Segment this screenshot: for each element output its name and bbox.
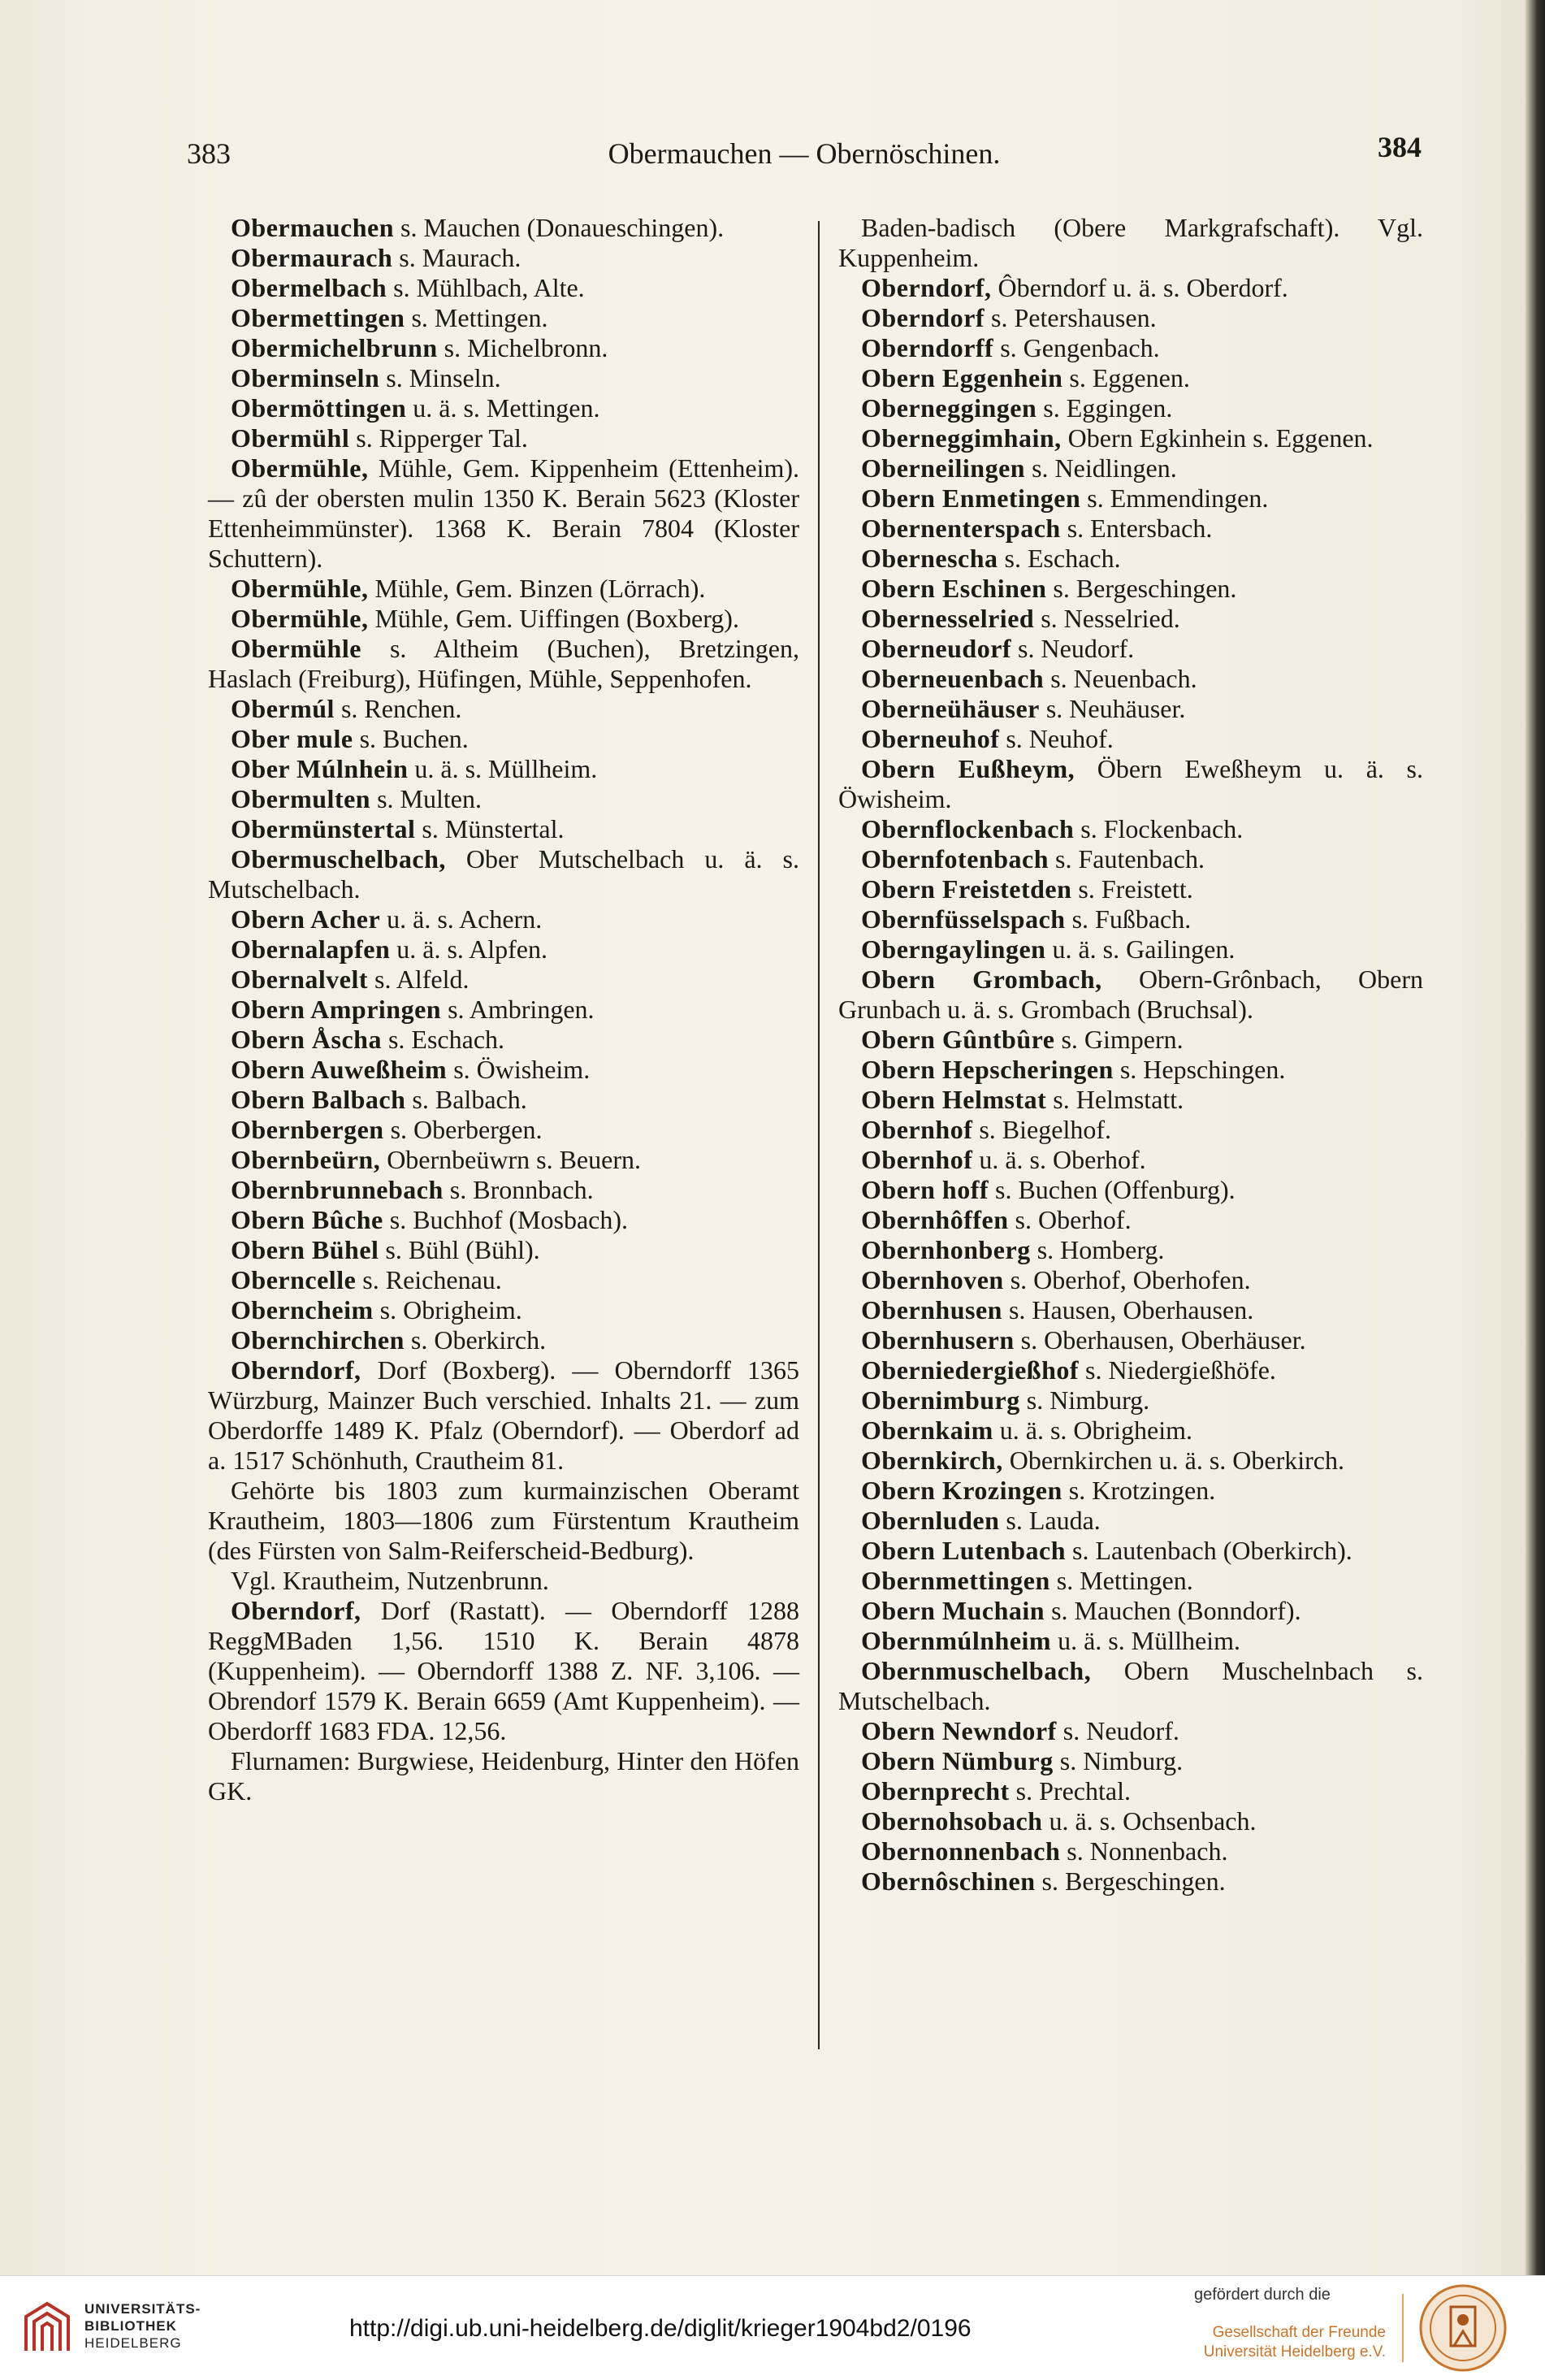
entry-headword: Obermühle, (231, 604, 369, 633)
entry-headword: Obernfüsselspach (861, 904, 1066, 934)
right-column-entry (838, 1325, 1423, 1355)
footer-divider (1402, 2294, 1404, 2362)
society-name-line-2: Universität Heidelberg e.V. (1203, 2343, 1386, 2360)
entry-text: u. ä. s. Mettingen. (406, 393, 600, 423)
right-column-entry (838, 664, 1423, 694)
entry-text: s. Buchen (Offenburg). (989, 1175, 1236, 1204)
entry-text: s. Bergeschingen. (1046, 574, 1237, 603)
right-column-entry (838, 1806, 1423, 1836)
right-column (838, 213, 1423, 1897)
left-column-entry (208, 754, 799, 784)
entry-headword: Obern Eschinen (861, 574, 1047, 603)
entry-text: s. Michelbronn. (437, 333, 608, 362)
left-column-entry (208, 934, 799, 965)
right-column-entry (838, 1866, 1423, 1897)
right-column-entry (838, 934, 1423, 965)
entry-text: s. Renchen. (334, 694, 462, 723)
entry-text: Obern Egkinhein s. Eggenen. (1061, 423, 1374, 453)
entry-headword: Obernimburg (861, 1385, 1020, 1415)
entry-text: Öbern Eweßheym u. ä. s. Öwisheim. (838, 754, 1423, 813)
entry-text: s. Nimburg. (1019, 1385, 1150, 1415)
entry-headword: Obermichelbrunn (231, 333, 438, 362)
entry-text: s. Öwisheim. (447, 1055, 591, 1084)
right-column-entry (838, 724, 1423, 754)
left-column-entry (208, 904, 799, 934)
entry-headword: Obernflockenbach (861, 814, 1075, 843)
entry-text: s. Multen. (370, 784, 482, 813)
entry-text: s. Balbach. (405, 1085, 527, 1114)
right-column-entry (838, 1085, 1423, 1115)
entry-text: Obern-Grônbach, Obern Grunbach u. ä. s. Grombach (Bruchsal). (838, 965, 1424, 1024)
entry-headword: Obern Balbach (231, 1085, 406, 1114)
entry-headword: Oberneggingen (861, 393, 1037, 423)
right-column-entry (838, 844, 1423, 874)
society-name (1199, 2323, 1386, 2362)
entry-headword: Obern Newndorf (861, 1716, 1057, 1745)
entry-text: s. Bühl (Bühl). (379, 1235, 540, 1264)
entry-text: s. Neudorf. (1056, 1716, 1179, 1745)
entry-headword: Obernalapfen (231, 934, 391, 964)
entry-text: s. Maurach. (392, 243, 521, 272)
entry-headword: Obermühle, (231, 453, 369, 483)
page-header (187, 130, 1422, 179)
entry-text: s. Nesselried. (1034, 604, 1180, 633)
left-column-entry (208, 604, 799, 634)
entry-headword: Oberneuhof (861, 724, 1000, 753)
entry-text: s. Biegelhof. (972, 1115, 1111, 1144)
entry-text: s. Ripperger Tal. (349, 423, 528, 453)
entry-text: s. Ambringen. (441, 995, 595, 1024)
entry-text: s. Eschach. (381, 1025, 505, 1054)
entry-headword: Obermöttingen (231, 393, 407, 423)
entry-headword: Obermünstertal (231, 814, 416, 843)
running-title: Obermauchen — Obernöschinen. (608, 137, 1001, 170)
entry-text: s. Emmendingen. (1080, 483, 1269, 513)
left-column (208, 213, 799, 1806)
left-column-entry (208, 1265, 799, 1295)
permalink-url[interactable]: http://digi.ub.uni-heidelberg.de/diglit/krieger1904bd2/0196 (349, 2315, 972, 2342)
entry-headword: Obern Lutenbach (861, 1536, 1066, 1565)
entry-headword: Obermaurach (231, 243, 393, 272)
entry-text: s. Lautenbach (Oberkirch). (1065, 1536, 1352, 1565)
right-column-entry (838, 1656, 1423, 1716)
entry-text: s. Bergeschingen. (1035, 1866, 1226, 1896)
entry-headword: Obernmuschelbach, (861, 1656, 1092, 1685)
entry-text: s. Münstertal. (415, 814, 565, 843)
left-column-entry (208, 1566, 799, 1596)
entry-text: s. Mauchen (Bonndorf). (1045, 1596, 1301, 1625)
right-column-entry (838, 393, 1423, 423)
entry-text: s. Entersbach. (1060, 514, 1213, 543)
library-name-line-3: HEIDELBERG (84, 2335, 182, 2351)
entry-headword: Obern Auweßheim (231, 1055, 448, 1084)
library-name-line-1: UNIVERSITÄTS- (84, 2301, 201, 2317)
entry-text: s. Oberbergen. (383, 1115, 543, 1144)
left-column-entry (208, 1325, 799, 1355)
library-name-line-2: BIBLIOTHEK (84, 2318, 177, 2334)
entry-headword: Obern Helmstat (861, 1085, 1047, 1114)
entry-text: Vgl. Krautheim, Nutzenbrunn. (231, 1566, 549, 1595)
entry-text: s. Oberkirch. (404, 1325, 547, 1355)
right-column-entry (838, 303, 1423, 333)
right-column-entry (838, 1716, 1423, 1746)
entry-headword: Oberneudorf (861, 634, 1012, 663)
left-column-entry (208, 1085, 799, 1115)
left-column-entry (208, 1025, 799, 1055)
entry-text: s. Fußbach. (1065, 904, 1192, 934)
entry-text: Gehörte bis 1803 zum kurmainzischen Oberamt Krautheim, 1803—1806 zum Fürstentum Krautheim (des Fürsten von Salm-Reiferscheid-Bedburg). (208, 1476, 799, 1565)
right-column-entry (838, 1175, 1423, 1205)
entry-text: s. Obrigheim. (373, 1295, 522, 1324)
right-column-entry (838, 1025, 1423, 1055)
entry-text: s. Mettingen. (405, 303, 548, 332)
entry-text: s. Gimpern. (1054, 1025, 1184, 1054)
entry-headword: Obern Muchain (861, 1596, 1045, 1625)
left-column-entry (208, 393, 799, 423)
entry-headword: Obernkaim (861, 1415, 993, 1445)
left-column-entry (208, 1355, 799, 1476)
entry-headword: Obernhôffen (861, 1205, 1009, 1234)
entry-headword: Obermühle (231, 634, 361, 663)
entry-headword: Obern Acher (231, 904, 381, 934)
entry-headword: Obermettingen (231, 303, 405, 332)
entry-text: u. ä. s. Achern. (380, 904, 543, 934)
entry-headword: Obernmettingen (861, 1566, 1050, 1595)
entry-text: s. Neuhof. (999, 724, 1114, 753)
entry-headword: Obern Grombach, (861, 965, 1102, 994)
entry-text: s. Eggingen. (1036, 393, 1173, 423)
left-column-entry (208, 694, 799, 724)
entry-text: Obern Muschelnbach s. Mutschelbach. (838, 1656, 1423, 1715)
entry-headword: Obernmúlnheim (861, 1626, 1052, 1655)
right-column-entry (838, 1385, 1423, 1415)
right-column-entry (838, 1446, 1423, 1476)
entry-text: s. Bronnbach. (443, 1175, 594, 1204)
right-column-entry (838, 1566, 1423, 1596)
entry-text: s. Lauda. (999, 1506, 1101, 1535)
entry-text: s. Hepschingen. (1113, 1055, 1286, 1084)
entry-headword: Obern Hepscheringen (861, 1055, 1114, 1084)
entry-headword: Obernbeürn, (231, 1145, 381, 1174)
entry-text: s. Helmstatt. (1046, 1085, 1184, 1114)
entry-text: s. Eschach. (998, 544, 1121, 573)
right-column-entry (838, 1836, 1423, 1866)
entry-headword: Obernhusern (861, 1325, 1015, 1355)
entry-headword: Oberneilingen (861, 453, 1026, 483)
left-column-entry (208, 453, 799, 574)
right-column-entry (838, 1145, 1423, 1175)
left-column-entry (208, 423, 799, 453)
left-column-entry (208, 724, 799, 754)
right-column-entry (838, 453, 1423, 483)
entry-headword: Oberndorf, (231, 1596, 361, 1625)
entry-text: s. Oberhausen, Oberhäuser. (1014, 1325, 1306, 1355)
entry-headword: Obern Krozingen (861, 1476, 1062, 1505)
entry-headword: Oberndorf, (861, 273, 992, 302)
entry-headword: Obernbrunnebach (231, 1175, 444, 1204)
entry-text: s. Oberhof. (1008, 1205, 1132, 1234)
entry-text: u. ä. s. Obrigheim. (993, 1415, 1193, 1445)
entry-headword: Obern Eggenhein (861, 363, 1063, 392)
entry-text: u. ä. s. Gailingen. (1045, 934, 1236, 964)
entry-headword: Obernhof (861, 1145, 973, 1174)
right-column-entry (838, 634, 1423, 664)
entry-headword: Oberniedergießhof (861, 1355, 1080, 1385)
entry-headword: Obernohsobach (861, 1806, 1043, 1836)
entry-text: Obernbeüwrn s. Beuern. (380, 1145, 641, 1174)
entry-headword: Obermuschelbach, (231, 844, 446, 874)
entry-headword: Obern Freistetden (861, 874, 1072, 904)
left-column-entry (208, 634, 799, 694)
entry-text: s. Homberg. (1030, 1235, 1165, 1264)
right-column-entry (838, 1776, 1423, 1806)
right-column-entry (838, 1746, 1423, 1776)
right-column-entry (838, 904, 1423, 934)
right-column-entry (838, 483, 1423, 514)
entry-text: s. Eggenen. (1062, 363, 1190, 392)
entry-headword: Obernôschinen (861, 1866, 1036, 1896)
entry-headword: Obern Åscha (231, 1025, 382, 1054)
left-column-entry (208, 333, 799, 363)
right-column-entry (838, 1355, 1423, 1385)
left-column-entry (208, 1115, 799, 1145)
entry-text: s. Neuhäuser. (1039, 694, 1186, 723)
entry-headword: Obernfotenbach (861, 844, 1049, 874)
entry-headword: Oberngaylingen (861, 934, 1046, 964)
entry-text: Flurnamen: Burgwiese, Heidenburg, Hinter den Höfen GK. (208, 1746, 799, 1806)
entry-headword: Obermühl (231, 423, 350, 453)
library-name (84, 2300, 201, 2352)
entry-headword: Obernescha (861, 544, 998, 573)
entry-text: u. ä. s. Alpfen. (390, 934, 547, 964)
entry-text: u. ä. s. Ochsenbach. (1042, 1806, 1257, 1836)
right-column-entry (838, 1115, 1423, 1145)
entry-text: s. Petershausen. (985, 303, 1157, 332)
column-rule (818, 221, 820, 2049)
left-column-entry (208, 995, 799, 1025)
entry-headword: Oberndorf (861, 303, 985, 332)
entry-headword: Obernalvelt (231, 965, 369, 994)
entry-text: Mühle, Gem. Binzen (Lörrach). (368, 574, 706, 603)
left-column-entry (208, 1295, 799, 1325)
entry-headword: Oberndorff (861, 333, 994, 362)
entry-headword: Ober Múlnhein (231, 754, 409, 783)
entry-headword: Obern Bûche (231, 1205, 383, 1234)
entry-text: s. Oberhof, Oberhofen. (1003, 1265, 1251, 1294)
entry-text: s. Buchen. (353, 724, 469, 753)
entry-text: u. ä. s. Müllheim. (408, 754, 598, 783)
entry-text: s. Freistett. (1071, 874, 1193, 904)
entry-headword: Obermulten (231, 784, 371, 813)
left-column-entry (208, 1746, 799, 1806)
entry-headword: Obernkirch, (861, 1446, 1003, 1475)
right-column-entry (838, 1476, 1423, 1506)
left-column-entry (208, 965, 799, 995)
entry-text: Dorf (Boxberg). — Oberndorff 1365 Würzburg, Mainzer Buch verschied. Inhalts 21. — zum Oberdorffe 1489 K. Pfalz (Oberndorf). — Oberdorf ad a. 1517 Schönhuth, Crautheim 81. (208, 1355, 799, 1475)
entry-text: s. Fautenbach. (1049, 844, 1205, 874)
left-column-entry (208, 213, 799, 243)
right-column-entry (838, 273, 1423, 303)
left-column-entry (208, 1055, 799, 1085)
entry-text: s. Minseln. (379, 363, 501, 392)
university-seal-icon (1415, 2282, 1511, 2373)
right-column-entry (838, 423, 1423, 453)
entry-text: u. ä. s. Müllheim. (1051, 1626, 1240, 1655)
entry-text: u. ä. s. Oberhof. (972, 1145, 1146, 1174)
entry-headword: Obernesselried (861, 604, 1035, 633)
entry-headword: Obermúl (231, 694, 335, 723)
entry-headword: Obernprecht (861, 1776, 1010, 1806)
entry-text: s. Buchhof (Mosbach). (383, 1205, 629, 1234)
society-name-line-1: Gesellschaft der Freunde (1212, 2324, 1386, 2341)
entry-headword: Obernhoven (861, 1265, 1004, 1294)
entry-text: s. Nonnenbach. (1060, 1836, 1228, 1866)
entry-headword: Oberneggimhain, (861, 423, 1062, 453)
entry-text: Mühle, Gem. Kippenheim (Ettenheim). — zû der obersten mulin 1350 K. Berain 5623 (Kloster Ettenheimmünster). 1368 K. Berain 7804 (Kloster Schuttern). (208, 453, 799, 573)
right-column-entry (838, 514, 1423, 544)
right-column-entry (838, 965, 1423, 1025)
right-column-entry (838, 1415, 1423, 1446)
right-column-entry (838, 754, 1423, 814)
entry-headword: Ober mule (231, 724, 353, 753)
entry-headword: Obermelbach (231, 273, 387, 302)
left-column-entry (208, 1235, 799, 1265)
entry-headword: Obernchirchen (231, 1325, 405, 1355)
left-column-entry (208, 273, 799, 303)
right-column-entry (838, 694, 1423, 724)
right-column-entry (838, 874, 1423, 904)
right-column-entry (838, 213, 1423, 273)
entry-text: s. Neudorf. (1011, 634, 1135, 663)
entry-headword: Obernhusen (861, 1295, 1002, 1324)
right-column-entry (838, 544, 1423, 574)
entry-text: s. Neuenbach. (1044, 664, 1197, 693)
left-column-entry (208, 1175, 799, 1205)
left-column-entry (208, 363, 799, 393)
entry-text: s. Prechtal. (1009, 1776, 1131, 1806)
right-column-entry (838, 1596, 1423, 1626)
right-column-entry (838, 814, 1423, 844)
entry-headword: Obermauchen (231, 213, 395, 242)
entry-headword: Obernhonberg (861, 1235, 1031, 1264)
left-column-entry (208, 1476, 799, 1566)
entry-headword: Obernhof (861, 1115, 973, 1144)
funded-by-label: gefördert durch die (1194, 2286, 1331, 2304)
entry-headword: Oberncheim (231, 1295, 374, 1324)
right-column-entry (838, 574, 1423, 604)
right-column-entry (838, 1295, 1423, 1325)
page-edge-shadow (1526, 0, 1545, 2275)
entry-text: s. Krotzingen. (1062, 1476, 1216, 1505)
left-column-entry (208, 844, 799, 904)
entry-text: s. Mettingen. (1049, 1566, 1193, 1595)
entry-text: Obernkirchen u. ä. s. Oberkirch. (1002, 1446, 1344, 1475)
page-number-left: 383 (187, 137, 231, 170)
entry-text: Mühle, Gem. Uiffingen (Boxberg). (368, 604, 739, 633)
entry-headword: Obernbergen (231, 1115, 384, 1144)
left-column-entry (208, 1205, 799, 1235)
entry-text: Ober Mutschelbach u. ä. s. Mutschelbach. (208, 844, 799, 904)
entry-headword: Obernenterspach (861, 514, 1061, 543)
entry-headword: Oberneuenbach (861, 664, 1045, 693)
entry-text: s. Alfeld. (368, 965, 470, 994)
left-column-entry (208, 574, 799, 604)
entry-text: s. Neidlingen. (1025, 453, 1177, 483)
entry-text: s. Reichenau. (356, 1265, 502, 1294)
entry-headword: Obern Bühel (231, 1235, 379, 1264)
left-column-entry (208, 243, 799, 273)
entry-headword: Oberminseln (231, 363, 380, 392)
left-column-entry (208, 1145, 799, 1175)
entry-headword: Obernluden (861, 1506, 1000, 1535)
right-column-entry (838, 1536, 1423, 1566)
entry-headword: Oberncelle (231, 1265, 357, 1294)
right-column-entry (838, 1265, 1423, 1295)
right-column-entry (838, 333, 1423, 363)
entry-headword: Obernonnenbach (861, 1836, 1061, 1866)
entry-text: Dorf (Rastatt). — Oberndorff 1288 ReggMBaden 1,56. 1510 K. Berain 4878 (Kuppenheim). — Oberndorff 1388 Z. NF. 3,106. — Obrendorf 1579 K. Berain 6659 (Amt Kuppenheim). — Oberdorff 1683 FDA. 12,56. (208, 1596, 799, 1745)
page-number-right: 384 (1378, 131, 1422, 163)
digitization-footer (0, 2275, 1545, 2380)
entry-text: s. Nimburg. (1053, 1746, 1184, 1775)
right-column-entry (838, 363, 1423, 393)
entry-text: s. Gengenbach. (993, 333, 1160, 362)
left-column-entry (208, 303, 799, 333)
entry-headword: Obern Nümburg (861, 1746, 1054, 1775)
entry-headword: Obern hoff (861, 1175, 989, 1204)
entry-headword: Obern Eußheym, (861, 754, 1075, 783)
left-column-entry (208, 1596, 799, 1746)
entry-headword: Obern Gûntbûre (861, 1025, 1055, 1054)
entry-text: s. Mauchen (Donaueschingen). (394, 213, 725, 242)
library-logo-icon (23, 2300, 71, 2354)
entry-text: Ôberndorf u. ä. s. Oberdorf. (991, 273, 1288, 302)
entry-text: s. Niedergießhöfe. (1079, 1355, 1276, 1385)
right-column-entry (838, 1205, 1423, 1235)
entry-headword: Oberneühäuser (861, 694, 1040, 723)
entry-text: s. Flockenbach. (1074, 814, 1244, 843)
entry-text: s. Hausen, Oberhausen. (1002, 1295, 1254, 1324)
entry-text: s. Altheim (Buchen), Bretzingen, Haslach (Freiburg), Hüfingen, Mühle, Seppenhofen. (208, 634, 799, 693)
entry-headword: Oberndorf, (231, 1355, 361, 1385)
right-column-entry (838, 1626, 1423, 1656)
right-column-entry (838, 1506, 1423, 1536)
entry-headword: Obermühle, (231, 574, 369, 603)
left-column-entry (208, 814, 799, 844)
right-column-entry (838, 1055, 1423, 1085)
entry-headword: Obern Enmetingen (861, 483, 1081, 513)
right-column-entry (838, 604, 1423, 634)
left-column-entry (208, 784, 799, 814)
entry-headword: Obern Ampringen (231, 995, 442, 1024)
entry-text: s. Mühlbach, Alte. (387, 273, 585, 302)
entry-text: Baden-badisch (Obere Markgrafschaft). Vgl. Kuppenheim. (838, 213, 1423, 272)
right-column-entry (838, 1235, 1423, 1265)
